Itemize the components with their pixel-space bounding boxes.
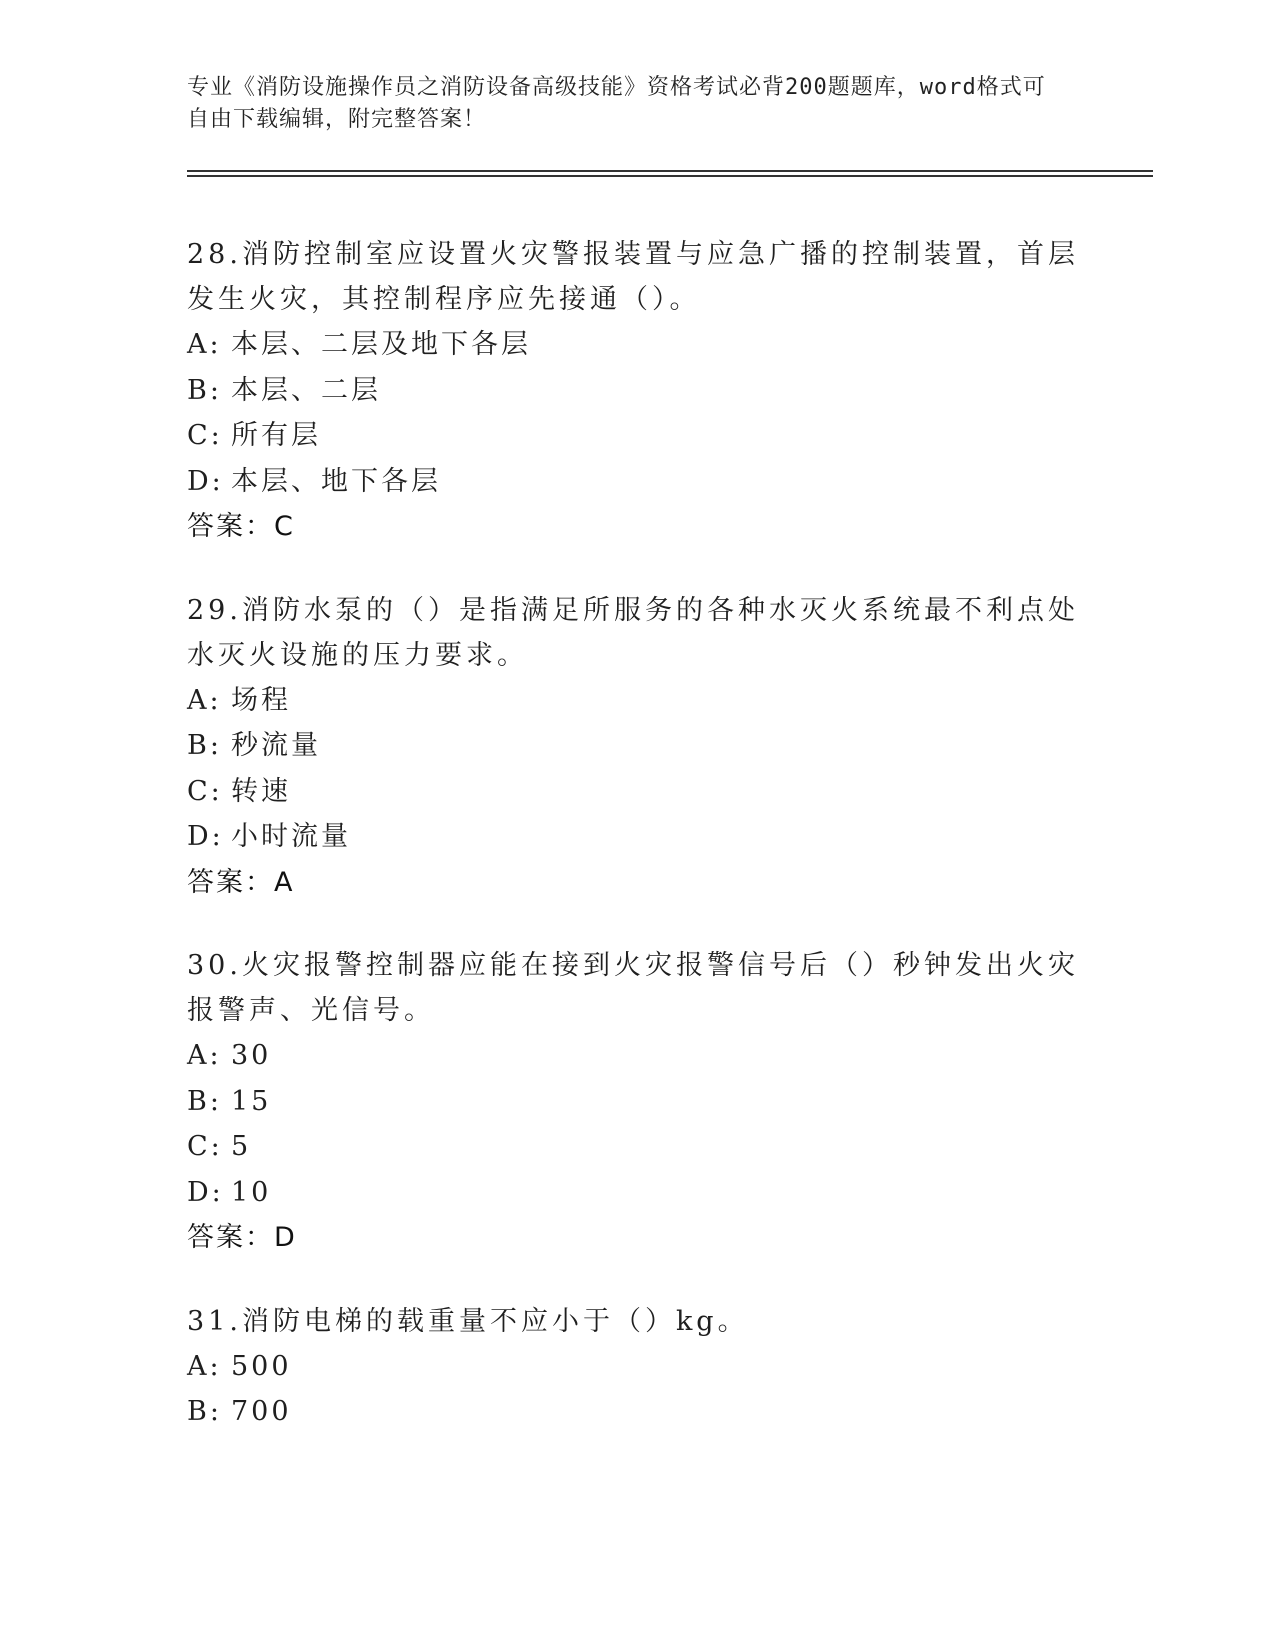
option-a — [187, 1344, 1087, 1390]
header-divider-top — [187, 170, 1153, 172]
option-value: 秒流量 — [231, 730, 321, 761]
question-text: 28.消防控制室应设置火灾警报装置与应急广播的控制装置，首层发生火灾，其控制程序应先接通（）。 — [187, 239, 1079, 315]
question-text: 30.火灾报警控制器应能在接到火灾报警信号后（）秒钟发出火灾报警声、光信号。 — [187, 950, 1079, 1026]
question-text: 31.消防电梯的载重量不应小于（）kg。 — [187, 1305, 749, 1337]
option-key: D: — [187, 821, 224, 852]
option-c — [187, 413, 1087, 459]
option-a — [187, 678, 1087, 724]
option-key: B: — [187, 730, 222, 761]
header-divider-bottom — [187, 175, 1153, 177]
option-b — [187, 1079, 1087, 1125]
answer-line — [187, 860, 1087, 906]
question-28 — [187, 232, 1087, 550]
option-key: C: — [187, 1131, 223, 1162]
option-a — [187, 322, 1087, 368]
option-b — [187, 1389, 1087, 1435]
question-text: 29.消防水泵的（）是指满足所服务的各种水灭火系统最不利点处水灭火设施的压力要求。 — [187, 594, 1079, 671]
document-intro: 专业《消防设施操作员之消防设备高级技能》资格考试必背200题题库，word格式可自由下载编辑，附完整答案！ — [187, 75, 1046, 132]
option-d — [187, 459, 1087, 505]
option-key: A: — [187, 1350, 222, 1382]
answer-label: 答案： — [187, 866, 274, 898]
option-key: D: — [187, 465, 224, 497]
option-value: 所有层 — [231, 420, 321, 451]
option-b — [187, 368, 1087, 414]
question-list — [187, 232, 1087, 1473]
option-key: A: — [187, 1040, 222, 1071]
option-c — [187, 1124, 1087, 1170]
option-key: B: — [187, 1085, 222, 1117]
answer-line — [187, 504, 1087, 550]
option-key: A: — [187, 684, 222, 716]
option-value: 本层、二层 — [231, 374, 381, 406]
option-value: 5 — [231, 1131, 252, 1162]
option-value: 500 — [231, 1350, 292, 1382]
option-key: C: — [187, 420, 223, 451]
option-b — [187, 723, 1087, 769]
question-29 — [187, 588, 1087, 906]
option-value: 本层、二层及地下各层 — [231, 329, 531, 360]
option-value: 场程 — [231, 684, 291, 716]
option-key: B: — [187, 1396, 222, 1427]
option-value: 700 — [231, 1396, 292, 1427]
option-value: 30 — [231, 1040, 272, 1071]
option-key: B: — [187, 374, 222, 406]
option-d — [187, 1170, 1087, 1216]
option-key: D: — [187, 1176, 224, 1208]
answer-label: 答案： — [187, 1222, 274, 1253]
answer-value: D — [274, 1222, 297, 1253]
answer-label: 答案： — [187, 511, 274, 542]
option-key: C: — [187, 775, 223, 807]
question-30 — [187, 943, 1087, 1261]
option-value: 15 — [231, 1085, 272, 1117]
option-value: 本层、地下各层 — [231, 465, 441, 497]
option-d — [187, 814, 1087, 860]
answer-value: A — [274, 866, 295, 898]
option-a — [187, 1033, 1087, 1079]
answer-line — [187, 1215, 1087, 1261]
question-31 — [187, 1299, 1087, 1435]
option-value: 转速 — [231, 775, 291, 807]
option-key: A: — [187, 329, 222, 360]
answer-value: C — [274, 511, 295, 542]
option-value: 小时流量 — [231, 821, 351, 852]
option-value: 10 — [231, 1176, 272, 1208]
option-c — [187, 769, 1087, 815]
